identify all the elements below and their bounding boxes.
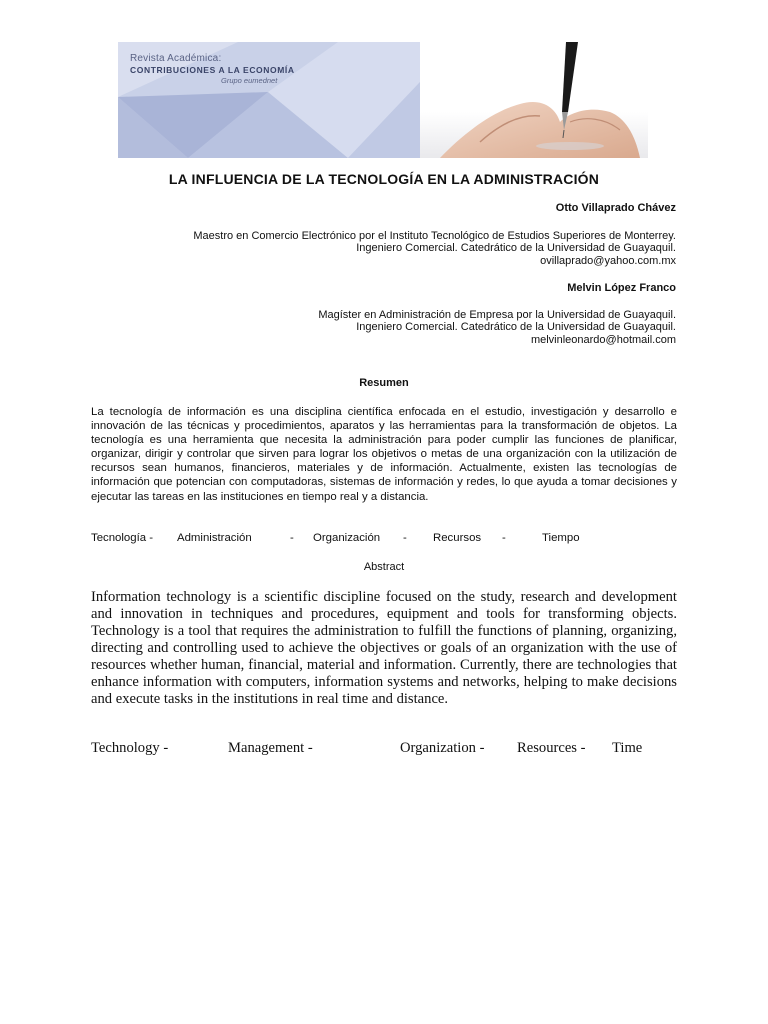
- keyword: Tiempo: [542, 532, 580, 544]
- journal-banner: [118, 42, 648, 158]
- keyword: Technology -: [91, 740, 169, 756]
- author-2-email: melvinleonardo@hotmail.com: [530, 334, 676, 346]
- keyword: Recursos: [433, 532, 482, 544]
- keyword-separator: -: [403, 532, 407, 544]
- author-1-affiliation-line-1: Maestro en Comercio Electrónico por el Instituto Tecnológico de Estudios Superiores de Monterrey.: [193, 230, 676, 242]
- paper-title: LA INFLUENCIA DE LA TECNOLOGÍA EN LA ADMINISTRACIÓN: [168, 171, 600, 187]
- abstract-body: Information technology is a scientific discipline focused on the study, research and development and innovation in techniques and procedures, equipment and tools for transforming objects. Technology is a tool that requires the administration to fulfill the functions of planning, organizing, directing and controlling used to achieve the objectives or goals of an organization with the use of resources whether human, financial, material and information. Currently, there are technologies that enhance information with computers, information systems and networks, helping to make decisions and execute tasks in the institutions in real time and distance.: [91, 589, 677, 707]
- keyword: Management -: [228, 740, 313, 756]
- abstract-heading: Abstract: [363, 561, 405, 573]
- keyword: Administración: [177, 532, 252, 544]
- author-1-affiliation-line-2: Ingeniero Comercial. Catedrático de la Universidad de Guayaquil.: [356, 242, 676, 254]
- author-1-name: Otto Villaprado Chávez: [555, 202, 676, 214]
- author-2-name: Melvin López Franco: [567, 282, 676, 294]
- keyword: Resources -: [517, 740, 586, 756]
- keyword: Tecnología -: [91, 532, 154, 544]
- keyword-separator: -: [290, 532, 294, 544]
- keyword: Organization -: [400, 740, 485, 756]
- logo-line-3: Grupo eumednet: [221, 76, 278, 85]
- logo-line-2: CONTRIBUCIONES A LA ECONOMÍA: [130, 65, 295, 75]
- journal-logo: [118, 42, 420, 158]
- resumen-heading: Resumen: [359, 377, 409, 389]
- logo-line-1: Revista Académica:: [130, 53, 222, 64]
- keyword-separator: -: [502, 532, 506, 544]
- resumen-body: La tecnología de información es una disciplina científica enfocada en el estudio, investigación y desarrollo e innovación de las técnicas y procedimientos, aparatos y las herramientas para la transformación de objetos. La tecnología es una herramienta que necesita la administración para poder cumplir las funciones de planificar, organizar, dirigir y controlar que sirven para lograr los objetivos o metas de una organización con la utilización de recursos sean humanos, financieros, materiales y de información. Actualmente, existen las tecnologías de información que potencian con computadoras, sistemas de información y redes, lo que ayuda a tomar decisiones y ejecutar las tareas en las instituciones en tiempo real y a distancia.: [91, 406, 677, 503]
- hand-pen-illustration: [420, 42, 648, 158]
- author-2-affiliation-line-2: Ingeniero Comercial. Catedrático de la Universidad de Guayaquil.: [356, 321, 676, 333]
- keyword: Time: [612, 740, 643, 756]
- author-1-email: ovillaprado@yahoo.com.mx: [540, 255, 676, 267]
- keyword: Organización: [313, 532, 381, 544]
- hand-with-pen-image: [420, 42, 648, 158]
- author-2-affiliation-line-1: Magíster en Administración de Empresa por la Universidad de Guayaquil.: [318, 309, 676, 321]
